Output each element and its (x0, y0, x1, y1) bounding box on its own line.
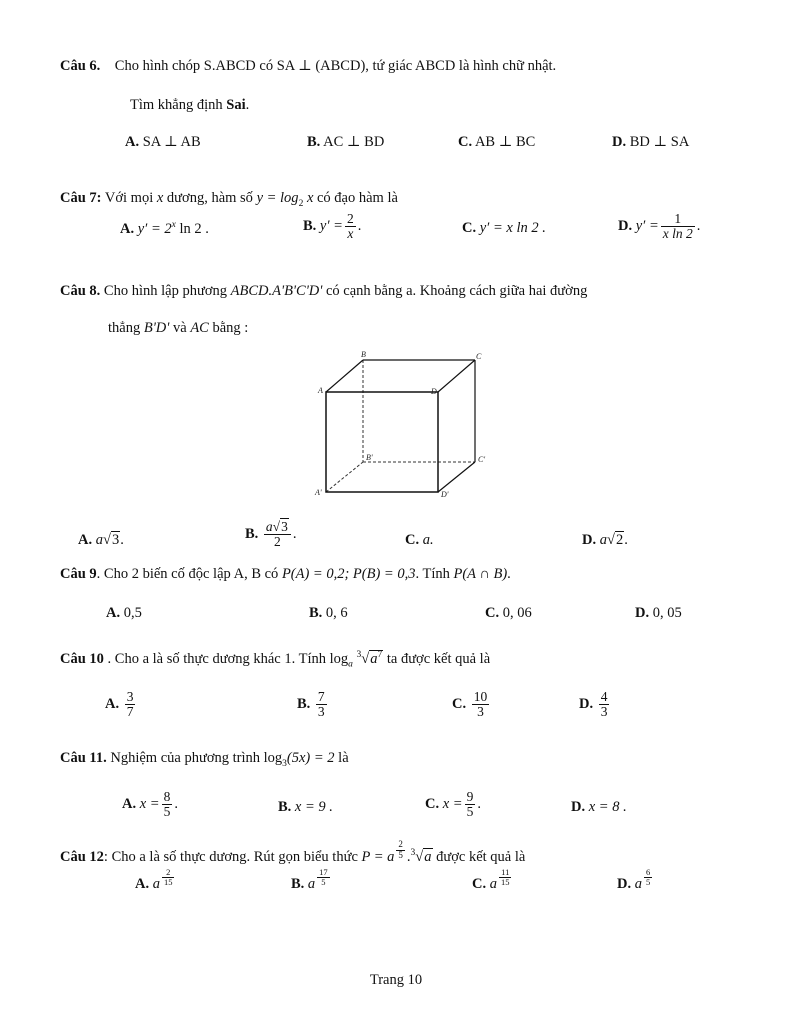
q6-option-c[interactable]: C. AB ⊥ BC (458, 134, 536, 150)
question-6-instruction: Tìm khẳng định Sai. (130, 97, 250, 113)
exponent-fraction: 17 5 (319, 867, 328, 888)
edge-ab (326, 360, 363, 392)
question-12-stem: Câu 12: Cho a là số thực dương. Rút gọn biểu thức P = a $^{\frac{2}{5}}$ .$^3$√a được kết quả là (60, 839, 526, 865)
q12-option-b[interactable]: B. a $^{\frac{17}{5}}$ (291, 867, 328, 892)
q8-option-a[interactable]: A. a√3. (78, 532, 124, 548)
q7-option-d[interactable]: D. y′ = $\frac{1}{\text{x ln 2}}$ . (618, 211, 701, 242)
q7-option-b[interactable]: B. y′ = $\frac{2}{x}$ . (303, 211, 362, 242)
vertex-label-c1: C' (478, 455, 486, 464)
fraction: $\frac{4}{3}$ (600, 689, 608, 720)
fraction: $\frac{7}{3}$ (317, 689, 325, 720)
exponent-fraction: 2 15 (163, 867, 173, 888)
fraction: $\frac{3}{7}$ (126, 689, 134, 720)
q8-option-c[interactable]: C. a. (405, 532, 434, 548)
q6-option-b[interactable]: B. AC ⊥ BD (307, 134, 385, 150)
front-face (326, 392, 438, 492)
vertex-label-a: A (318, 386, 323, 395)
q7-option-a[interactable]: A. $y' = 2^x$ ln 2 . (120, 220, 209, 237)
q11-option-d[interactable]: D. x = 8 . (571, 799, 627, 815)
question-10-stem: Câu 10 . Cho a là số thực dương khác 1. Tính $\log_a ^3√a^7$ ta được kết quả là (60, 650, 491, 670)
q10-option-d[interactable]: D. $\frac{4}{3}$ (579, 689, 608, 720)
exponent-fraction: 11 15 (500, 867, 510, 888)
exponent-fraction: 6 5 (645, 867, 651, 888)
q11-option-c[interactable]: C. x = $\frac{9}{5}$ . (425, 789, 481, 820)
q12-option-d[interactable]: D. a $^{\frac{6}{5}}$ (617, 867, 651, 892)
vertex-label-a1: A' (315, 488, 322, 497)
vertex-label-d: D (431, 387, 437, 396)
q10-option-b[interactable]: B. $\frac{7}{3}$ (297, 689, 325, 720)
q9-option-c[interactable]: C. 0, 06 (485, 605, 532, 621)
edge-d1c1 (438, 462, 475, 492)
q11-option-a[interactable]: A. x = $\frac{8}{5}$ . (122, 789, 178, 820)
question-8-stem: Câu 8. Cho hình lập phương ABCD.A'B'C'D' có cạnh bằng a. Khoảng cách giữa hai đường (60, 283, 588, 299)
q6-option-d[interactable]: D. BD ⊥ SA (612, 134, 690, 150)
question-6-stem: Câu 6. Cho hình chóp S.ABCD có SA ⊥ (ABCD), tứ giác ABCD là hình chữ nhật. (60, 58, 557, 74)
edge-a1b1 (326, 462, 363, 492)
question-7-stem: Câu 7: Với mọi x dương, hàm số $y = \log_2 x$ có đạo hàm là (60, 190, 398, 209)
fraction: $\frac{8}{5}$ (163, 789, 171, 820)
q8-option-b[interactable]: B. $\frac{a√3}{2}$ . (245, 519, 297, 550)
cube-figure (310, 350, 500, 505)
exponent-fraction: 2 5 (398, 839, 403, 860)
edge-dc (438, 360, 475, 392)
q10-option-a[interactable]: A. $\frac{3}{7}$ (105, 689, 134, 720)
vertex-label-b1: B' (366, 453, 373, 462)
fraction: $\frac{1}{\text{x ln 2}}$ (662, 211, 693, 242)
q10-option-c[interactable]: C. $\frac{10}{3}$ (452, 689, 488, 720)
vertex-label-c: C (476, 352, 482, 361)
fraction: $\frac{9}{5}$ (466, 789, 474, 820)
question-11-stem: Câu 11. Nghiệm của phương trình $\log_3(5x) = 2$ là (60, 750, 349, 769)
q8-option-d[interactable]: D. a√2. (582, 532, 628, 548)
q12-option-c[interactable]: C. a $^{\frac{11}{15}}$ (472, 867, 510, 892)
fraction: $\frac{10}{3}$ (473, 689, 488, 720)
q9-option-b[interactable]: B. 0, 6 (309, 605, 348, 621)
vertex-label-b: B (361, 350, 366, 359)
question-8-line2: thẳng B'D' và AC bằng : (108, 320, 249, 336)
q9-option-a[interactable]: A. 0,5 (106, 605, 142, 621)
fraction: $\frac{2}{x}$ (346, 211, 354, 242)
q7-option-c[interactable]: C. y′ = x ln 2 . (462, 220, 546, 236)
q6-option-a[interactable]: A. SA ⊥ AB (125, 134, 201, 150)
page-number: Trang 10 (369, 972, 423, 988)
vertex-label-d1: D' (441, 490, 449, 499)
question-9-stem: Câu 9. Cho 2 biến cố độc lập A, B có P(A) = 0,2; P(B) = 0,3. Tính P(A ∩ B). (60, 566, 511, 582)
fraction: $\frac{a√3}{2}$ (264, 520, 291, 549)
q12-option-a[interactable]: A. a $^{\frac{2}{15}}$ (135, 867, 173, 892)
q11-option-b[interactable]: B. x = 9 . (278, 799, 333, 815)
q9-option-d[interactable]: D. 0, 05 (635, 605, 682, 621)
